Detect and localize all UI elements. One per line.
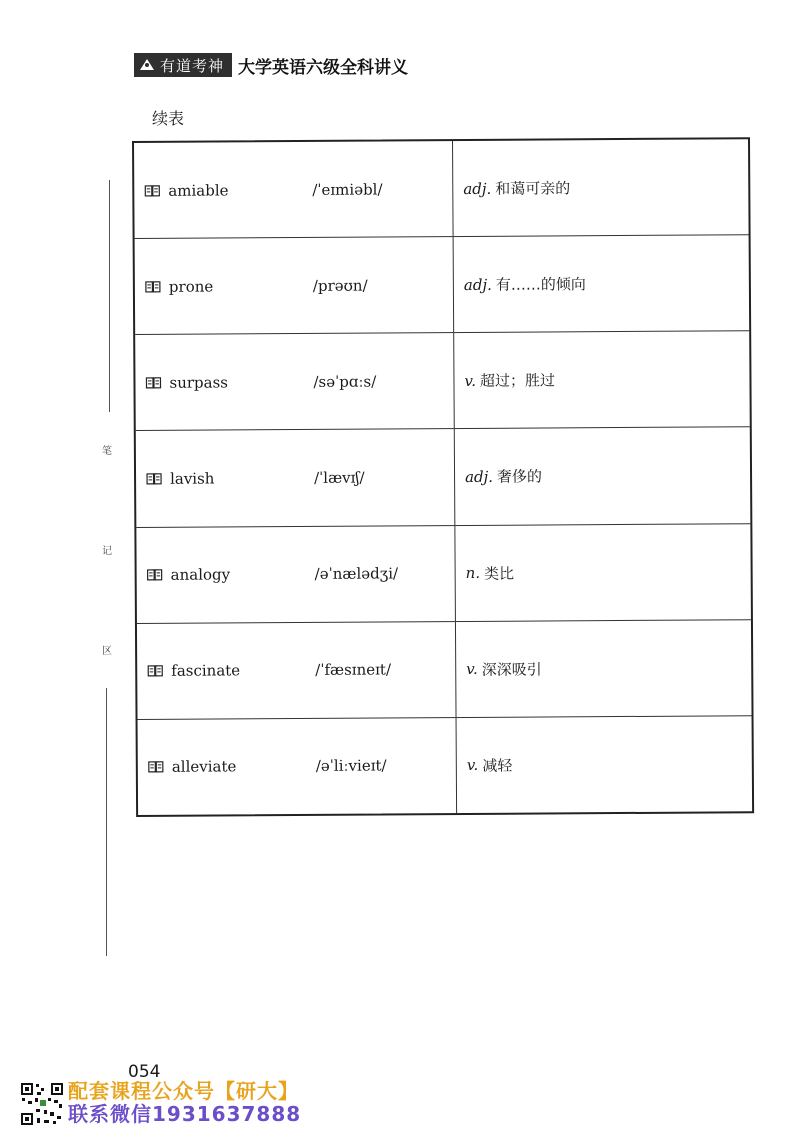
vocab-row	[137, 620, 752, 720]
phonetic-text: /ˈlævɪʃ/	[314, 468, 365, 487]
book-title: 大学英语六级全科讲义	[238, 57, 409, 78]
vocab-row	[138, 716, 753, 815]
vocab-table	[132, 137, 754, 817]
meaning-text: 类比	[484, 564, 515, 583]
meaning-text: 奢侈的	[496, 467, 543, 487]
word-text: prone	[168, 277, 214, 296]
promo-banner	[68, 1080, 301, 1126]
brand-bird-icon	[138, 56, 156, 74]
notes-margin-line-bottom	[106, 688, 107, 956]
book-icon	[147, 569, 163, 581]
definition-cell	[456, 620, 752, 717]
definition-cell	[457, 716, 753, 813]
part-of-speech: adj.	[463, 275, 492, 294]
book-icon	[144, 184, 160, 196]
meaning-text: 和蔼可亲的	[495, 179, 571, 198]
page-number: 054	[128, 1062, 161, 1082]
qr-code-icon	[20, 1082, 64, 1126]
phonetic-text: /ˈfæsɪneɪt/	[315, 660, 392, 680]
part-of-speech: v.	[466, 660, 478, 679]
definition-cell	[454, 235, 750, 332]
word-cell	[136, 429, 456, 526]
phonetic-text: /prəʊn/	[312, 276, 368, 295]
part-of-speech: v.	[466, 756, 479, 775]
word-cell	[135, 333, 455, 430]
part-of-speech: n.	[465, 564, 481, 583]
meaning-text: 减轻	[482, 756, 513, 775]
word-cell	[135, 237, 455, 334]
phonetic-text: /əˈliːvieɪt/	[315, 756, 387, 776]
part-of-speech: adj.	[463, 179, 492, 198]
word-text: alleviate	[171, 757, 237, 777]
word-text: fascinate	[171, 661, 241, 681]
word-cell	[134, 141, 454, 238]
meaning-text: 有……的倾向	[495, 275, 586, 294]
book-icon	[145, 281, 161, 293]
part-of-speech: v.	[464, 371, 476, 390]
word-cell	[136, 526, 456, 623]
word-text: surpass	[169, 373, 229, 392]
phonetic-text: /ˈeɪmiəbl/	[312, 180, 383, 199]
notes-margin-char: 笔	[102, 446, 112, 457]
continued-label: 续表	[152, 109, 185, 128]
definition-cell	[455, 524, 751, 621]
promo-line-2: 联系微信1931637888	[68, 1102, 302, 1126]
book-icon	[147, 665, 163, 677]
book-icon	[148, 761, 164, 773]
word-text: analogy	[170, 565, 231, 584]
notes-margin-char: 记	[102, 546, 112, 557]
brand-name: 有道考神	[160, 56, 225, 75]
word-text: lavish	[170, 469, 215, 488]
vocab-row	[136, 524, 751, 624]
vocab-row	[136, 428, 751, 528]
notes-margin-char: 区	[102, 646, 112, 657]
word-cell	[138, 718, 458, 815]
book-icon	[146, 473, 162, 485]
definition-cell	[454, 332, 750, 429]
vocab-row	[135, 332, 750, 432]
notes-margin-line-top	[109, 180, 110, 412]
definition-cell	[453, 139, 749, 236]
meaning-text: 深深吸引	[481, 660, 542, 679]
word-text: amiable	[168, 180, 229, 200]
definition-cell	[455, 428, 751, 525]
vocab-row	[135, 235, 750, 335]
vocab-row	[134, 139, 749, 239]
word-cell	[137, 622, 457, 719]
part-of-speech: adj.	[465, 467, 494, 486]
phonetic-text: /əˈnælədʒi/	[314, 564, 399, 584]
phonetic-text: /səˈpɑːs/	[313, 372, 377, 391]
brand-logo	[134, 53, 232, 77]
book-icon	[145, 377, 161, 389]
page-header	[134, 52, 408, 78]
promo-line-1: 配套课程公众号【研大】	[68, 1079, 299, 1103]
meaning-text: 超过；胜过	[479, 371, 556, 391]
